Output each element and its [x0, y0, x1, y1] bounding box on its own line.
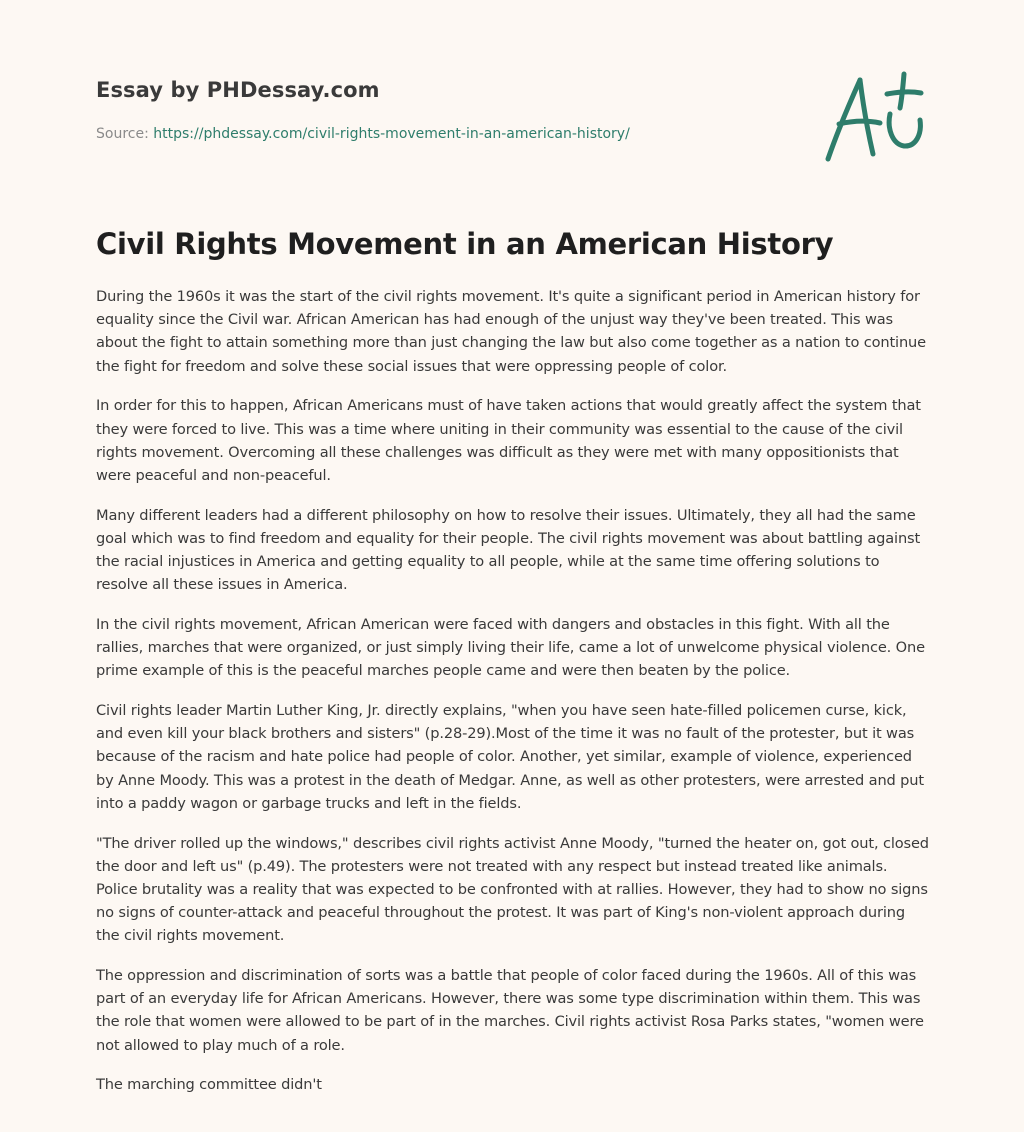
source-line — [96, 124, 796, 144]
essay-paragraph: The oppression and discrimination of sorts was a battle that people of color faced during the 1960s. All of this was part of an everyday life for African Americans. However, there was some type discrimination within them. This was the role that women were allowed to be part of in the marches. Civil rights activist Rosa Parks states, "women were not allowed to play much of a role. — [96, 967, 924, 1054]
source-link[interactable]: https://phdessay.com/civil-rights-movement-in-an-american-history/ — [153, 126, 630, 142]
essay-title: Civil Rights Movement in an American History — [96, 227, 834, 261]
essay-paragraph: In the civil rights movement, African American were faced with dangers and obstacles in this fight. With all the rallies, marches that were organized, or just simply living their life, came a lot of unwelcome physical violence. One prime example of this is the peaceful marches people came and were then beaten by the police. — [96, 615, 925, 680]
essay-paragraph: "The driver rolled up the windows," describes civil rights activist Anne Moody, "turned the heater on, got out, closed the door and left us" (p.49). The protesters were not treated with any respect but instead treated like animals. Police brutality was a reality that was expected to be confronted with at rallies. However, they had to show no signs no signs of counter-attack and peaceful throughout the protest. It was part of King's non-violent approach during the civil rights movement. — [96, 834, 929, 945]
essay-header — [96, 76, 796, 144]
essay-paragraph: The marching committee didn't — [96, 1076, 322, 1094]
essay-paragraph: Many different leaders had a different philosophy on how to resolve their issues. Ultimately, they all had the same goal which was to find freedom and equality for their people. The civil rights movement was about battling against the racial injustices in America and getting equality to all people, while at the same time offering solutions to resolve all these issues in America. — [96, 506, 921, 594]
essay-body — [96, 285, 930, 1113]
essay-paragraph: In order for this to happen, African Americans must of have taken actions that would greatly affect the system that they were forced to live. This was a time where uniting in their community was essential to the cause of the civil rights movement. Overcoming all these challenges was difficult as they were met with many oppositionists that were peaceful and non-peaceful. — [96, 397, 921, 484]
a-plus-grade-logo-icon — [820, 66, 930, 166]
source-label: Source: — [96, 126, 154, 142]
essay-paragraph: Civil rights leader Martin Luther King, Jr. directly explains, "when you have seen hate-filled policemen curse, kick, and even kill your black brothers and sisters" (p.28-29).Most of the time it was no fault of the protester, but it was because of the racism and hate police had people of color. Another, yet similar, example of violence, experienced by Anne Moody. This was a protest in the death of Medgar. Anne, as well as other protesters, were arrested and put into a paddy wagon or garbage trucks and left in the fields. — [96, 702, 924, 812]
essay-paragraph: During the 1960s it was the start of the civil rights movement. It's quite a significant period in American history for equality since the Civil war. African American has had enough of the unjust way they've been treated. This was about the fight to attain something more than just changing the law but also come together as a nation to continue the fight for freedom and solve these social issues that were oppressing people of color. — [96, 288, 926, 375]
brand-title: Essay by PHDessay.com — [96, 78, 380, 102]
